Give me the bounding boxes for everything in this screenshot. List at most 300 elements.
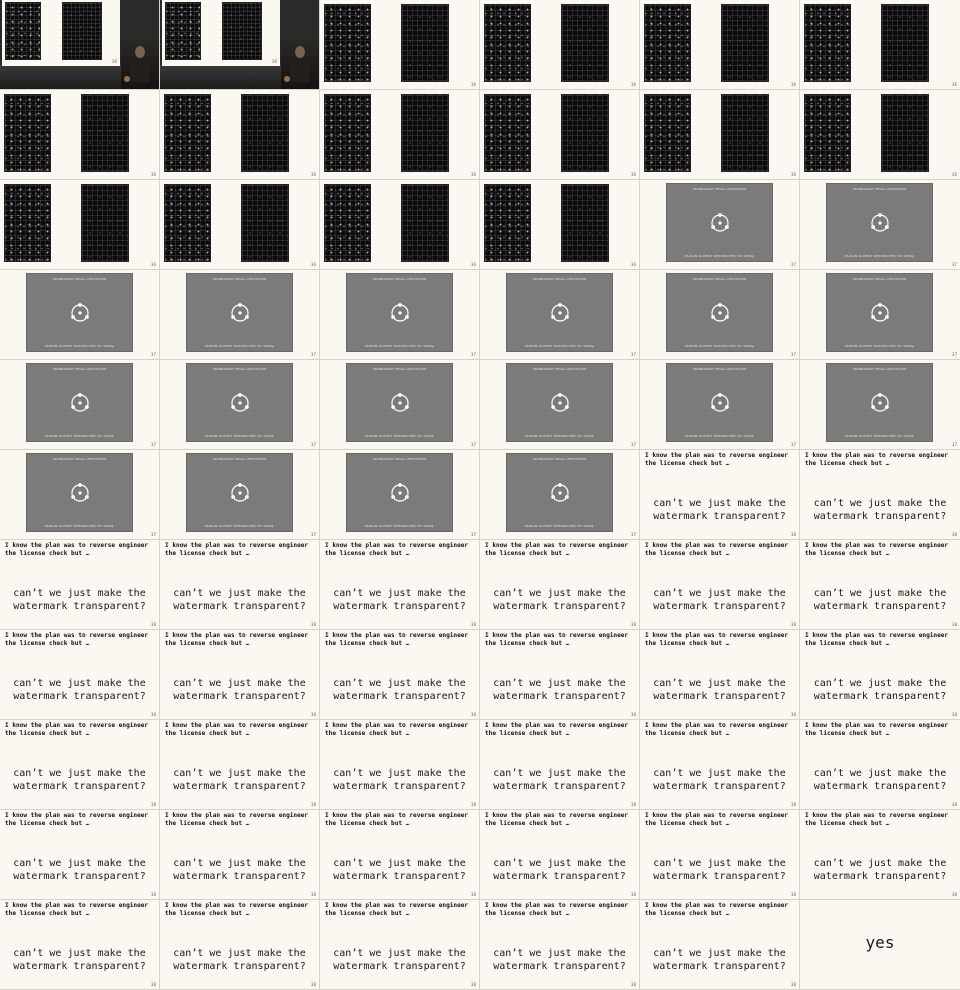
trial-title: SKINNADOR TRIAL LIMITATION: [852, 277, 907, 281]
trial-limitation-frame: [27, 364, 132, 441]
question-heading: I know the plan was to reverse engineer the license check but …: [805, 632, 949, 647]
trial-limitation-frame: [347, 454, 452, 531]
trial-footer: PLUGIN OUTPUT RESTRICTED TO 1080p: [524, 344, 595, 348]
slide-number: 36: [310, 262, 316, 267]
slide-thumbnail[interactable]: [320, 360, 480, 450]
plugin-logo-icon: [869, 212, 891, 234]
trial-limitation-frame: [27, 274, 132, 351]
trial-footer: PLUGIN OUTPUT RESTRICTED TO 1080p: [204, 524, 275, 528]
trial-title: SKINNADOR TRIAL LIMITATION: [372, 367, 427, 371]
slide-number: 37: [630, 352, 636, 357]
slide-thumbnail[interactable]: [320, 450, 480, 540]
trial-title: SKINNADOR TRIAL LIMITATION: [692, 277, 747, 281]
plugin-logo-icon: [229, 482, 251, 504]
slide-thumbnail[interactable]: [640, 90, 800, 180]
trial-title: SKINNADOR TRIAL LIMITATION: [692, 367, 747, 371]
slide-number: 37: [951, 442, 957, 447]
slide-number: 37: [790, 442, 796, 447]
slide-number: 38: [630, 622, 636, 627]
question-text: can’t we just make the watermark transparent?: [653, 948, 786, 972]
slide-number: 38: [951, 532, 957, 537]
trial-footer: PLUGIN OUTPUT RESTRICTED TO 1080p: [684, 434, 755, 438]
question-heading: I know the plan was to reverse engineer the license check but …: [645, 812, 789, 827]
glyph-grid-panel: [242, 95, 288, 171]
slide-thumbnail[interactable]: [0, 180, 160, 270]
question-text: can’t we just make the watermark transparent?: [13, 948, 146, 972]
question-text: can’t we just make the watermark transparent?: [813, 768, 947, 792]
slide-thumbnail[interactable]: [480, 720, 640, 810]
question-text: can’t we just make the watermark transparent?: [493, 948, 626, 972]
slide-number: 36: [470, 82, 476, 87]
plugin-logo-icon: [389, 392, 411, 414]
slide-thumbnail[interactable]: [0, 0, 160, 90]
slide-number: 38: [310, 982, 316, 987]
slide-number: 38: [630, 892, 636, 897]
slide-thumbnail[interactable]: [160, 900, 320, 990]
glyph-grid-panel: [645, 5, 690, 81]
slide-thumbnail[interactable]: [160, 0, 320, 90]
trial-title: SKINNADOR TRIAL LIMITATION: [852, 367, 907, 371]
question-heading: I know the plan was to reverse engineer the license check but …: [5, 812, 149, 827]
glyph-grid-panel: [562, 95, 608, 171]
trial-limitation-frame: [667, 274, 772, 351]
trial-limitation-frame: [827, 364, 932, 441]
question-heading: I know the plan was to reverse engineer the license check but …: [5, 722, 149, 737]
trial-limitation-frame: [827, 274, 932, 351]
question-text: can’t we just make the watermark transparent?: [333, 948, 466, 972]
slide-thumbnail[interactable]: [160, 180, 320, 270]
plugin-logo-icon: [869, 302, 891, 324]
slide-thumbnail[interactable]: [640, 720, 800, 810]
slide-thumbnail[interactable]: [640, 180, 800, 270]
slide-number: 38: [150, 622, 156, 627]
slide-number: 37: [310, 442, 316, 447]
slide-thumbnail[interactable]: [320, 810, 480, 900]
slide-thumbnail[interactable]: [640, 540, 800, 630]
slide-thumbnail[interactable]: [160, 810, 320, 900]
slide-thumbnail[interactable]: [480, 90, 640, 180]
slide-thumbnail[interactable]: [800, 360, 960, 450]
slide-number: 37: [630, 442, 636, 447]
glyph-grid-panel: [6, 3, 40, 59]
slide-number: 38: [630, 982, 636, 987]
slide-thumbnail[interactable]: [800, 450, 960, 540]
slide-thumbnail[interactable]: [480, 450, 640, 540]
slide-thumbnail[interactable]: [0, 270, 160, 360]
trial-footer: PLUGIN OUTPUT RESTRICTED TO 1080p: [44, 434, 115, 438]
question-heading: I know the plan was to reverse engineer the license check but …: [645, 722, 789, 737]
trial-title: SKINNADOR TRIAL LIMITATION: [52, 367, 107, 371]
slide-number: 38: [470, 622, 476, 627]
question-heading: I know the plan was to reverse engineer the license check but …: [645, 542, 789, 557]
trial-footer: PLUGIN OUTPUT RESTRICTED TO 1080p: [204, 434, 275, 438]
slide-number: 38: [470, 982, 476, 987]
trial-limitation-frame: [187, 364, 292, 441]
slide-thumbnail[interactable]: [0, 900, 160, 990]
trial-limitation-frame: [27, 454, 132, 531]
trial-title: SKINNADOR TRIAL LIMITATION: [532, 277, 587, 281]
glyph-grid-panel: [882, 95, 928, 171]
glyph-grid-panel: [722, 5, 768, 81]
question-text: can’t we just make the watermark transparent?: [653, 678, 786, 702]
slide-thumbnail[interactable]: [320, 630, 480, 720]
slide-thumbnail[interactable]: [800, 0, 960, 90]
slide-thumbnail[interactable]: [320, 900, 480, 990]
glyph-grid-panel: [63, 3, 101, 59]
trial-footer: PLUGIN OUTPUT RESTRICTED TO 1080p: [44, 344, 115, 348]
slide-number: 38: [951, 622, 957, 627]
question-heading: I know the plan was to reverse engineer the license check but …: [645, 902, 789, 917]
glyph-grid-panel: [325, 5, 370, 81]
question-text: can’t we just make the watermark transparent?: [813, 858, 947, 882]
plugin-logo-icon: [389, 302, 411, 324]
question-text: can’t we just make the watermark transparent?: [173, 768, 306, 792]
slide-number: 36: [271, 59, 277, 64]
slide-number: 38: [951, 712, 957, 717]
question-heading: I know the plan was to reverse engineer the license check but …: [325, 812, 469, 827]
glyph-grid-panel: [325, 95, 370, 171]
slide-number: 37: [310, 532, 316, 537]
question-text: can’t we just make the watermark transparent?: [653, 588, 786, 612]
slide-number: 38: [470, 892, 476, 897]
question-heading: I know the plan was to reverse engineer the license check but …: [805, 542, 949, 557]
question-heading: I know the plan was to reverse engineer the license check but …: [485, 812, 629, 827]
question-text: can’t we just make the watermark transparent?: [13, 858, 146, 882]
slide-number: 38: [150, 982, 156, 987]
plugin-logo-icon: [229, 302, 251, 324]
question-heading: I know the plan was to reverse engineer the license check but …: [645, 632, 789, 647]
trial-footer: PLUGIN OUTPUT RESTRICTED TO 1080p: [524, 524, 595, 528]
trial-footer: PLUGIN OUTPUT RESTRICTED TO 1080p: [684, 344, 755, 348]
speaker-video: [281, 36, 319, 90]
slide-number: 37: [630, 532, 636, 537]
trial-limitation-frame: [507, 454, 612, 531]
plugin-logo-icon: [69, 482, 91, 504]
question-text: can’t we just make the watermark transparent?: [813, 498, 947, 522]
slide-number: 37: [150, 352, 156, 357]
question-heading: I know the plan was to reverse engineer the license check but …: [805, 722, 949, 737]
glyph-grid-panel: [82, 185, 128, 261]
slide-number: 38: [790, 712, 796, 717]
slide-number: 37: [150, 532, 156, 537]
question-heading: I know the plan was to reverse engineer the license check but …: [325, 542, 469, 557]
question-text: can’t we just make the watermark transparent?: [173, 948, 306, 972]
slide-number: 37: [470, 532, 476, 537]
slide-thumbnail[interactable]: [800, 540, 960, 630]
trial-footer: PLUGIN OUTPUT RESTRICTED TO 1080p: [684, 254, 755, 258]
trial-title: SKINNADOR TRIAL LIMITATION: [212, 367, 267, 371]
glyph-grid-panel: [5, 95, 50, 171]
trial-footer: PLUGIN OUTPUT RESTRICTED TO 1080p: [844, 434, 915, 438]
slide-thumbnail[interactable]: [160, 270, 320, 360]
slide-number: 37: [951, 262, 957, 267]
glyph-grid-panel: [485, 5, 530, 81]
slide-number: 38: [630, 712, 636, 717]
question-heading: I know the plan was to reverse engineer the license check but …: [325, 722, 469, 737]
slide-number: 38: [470, 712, 476, 717]
slide-number: 38: [630, 802, 636, 807]
trial-title: SKINNADOR TRIAL LIMITATION: [52, 277, 107, 281]
question-text: can’t we just make the watermark transparent?: [813, 678, 947, 702]
trial-limitation-frame: [507, 364, 612, 441]
trial-footer: PLUGIN OUTPUT RESTRICTED TO 1080p: [524, 434, 595, 438]
slide-thumbnail[interactable]: [160, 360, 320, 450]
slide-number: 36: [951, 82, 957, 87]
slide-thumbnail[interactable]: [0, 90, 160, 180]
slide-number: 36: [111, 59, 117, 64]
plugin-logo-icon: [709, 392, 731, 414]
question-text: can’t we just make the watermark transparent?: [493, 768, 626, 792]
slide-thumbnail[interactable]: [320, 90, 480, 180]
slide-number: 36: [150, 172, 156, 177]
question-text: can’t we just make the watermark transparent?: [173, 858, 306, 882]
slide-thumbnail[interactable]: [160, 630, 320, 720]
slide-thumbnail[interactable]: [800, 180, 960, 270]
trial-title: SKINNADOR TRIAL LIMITATION: [532, 457, 587, 461]
trial-limitation-frame: [667, 364, 772, 441]
slide-thumbnail[interactable]: [0, 360, 160, 450]
trial-title: SKINNADOR TRIAL LIMITATION: [532, 367, 587, 371]
trial-title: SKINNADOR TRIAL LIMITATION: [212, 457, 267, 461]
slide-thumbnail[interactable]: [480, 900, 640, 990]
projected-slide: [162, 0, 280, 66]
projected-slide: [2, 0, 120, 66]
slide-number: 36: [630, 262, 636, 267]
question-text: can’t we just make the watermark transparent?: [173, 588, 306, 612]
question-heading: I know the plan was to reverse engineer the license check but …: [165, 542, 309, 557]
slide-thumbnail[interactable]: [480, 540, 640, 630]
slide-number: 37: [310, 352, 316, 357]
glyph-grid-panel: [325, 185, 370, 261]
trial-limitation-frame: [667, 184, 772, 261]
question-heading: I know the plan was to reverse engineer the license check but …: [5, 542, 149, 557]
slide-thumbnail[interactable]: [640, 450, 800, 540]
slide-thumbnail[interactable]: [800, 720, 960, 810]
glyph-grid-panel: [165, 95, 210, 171]
slide-number: 38: [150, 892, 156, 897]
slide-thumbnail[interactable]: [480, 630, 640, 720]
glyph-grid-panel: [165, 185, 210, 261]
slide-number: 38: [310, 892, 316, 897]
plugin-logo-icon: [549, 392, 571, 414]
slide-number: 36: [630, 82, 636, 87]
slide-number: 38: [790, 622, 796, 627]
question-text: can’t we just make the watermark transparent?: [493, 588, 626, 612]
trial-footer: PLUGIN OUTPUT RESTRICTED TO 1080p: [204, 344, 275, 348]
slide-thumbnail[interactable]: [480, 360, 640, 450]
slide-thumbnail[interactable]: [320, 720, 480, 810]
slide-thumbnail[interactable]: [320, 270, 480, 360]
slide-number: 38: [790, 532, 796, 537]
question-text: can’t we just make the watermark transparent?: [13, 678, 146, 702]
slide-number: 38: [150, 712, 156, 717]
slide-number: 37: [790, 352, 796, 357]
slide-thumbnail[interactable]: [160, 720, 320, 810]
glyph-grid-panel: [166, 3, 200, 59]
plugin-logo-icon: [69, 392, 91, 414]
question-text: can’t we just make the watermark transparent?: [333, 678, 466, 702]
question-heading: I know the plan was to reverse engineer the license check but …: [165, 632, 309, 647]
slide-number: 37: [470, 352, 476, 357]
slide-thumbnail[interactable]: [640, 810, 800, 900]
question-heading: I know the plan was to reverse engineer the license check but …: [165, 722, 309, 737]
slide-number: 38: [790, 892, 796, 897]
trial-title: SKINNADOR TRIAL LIMITATION: [852, 187, 907, 191]
slide-thumbnail[interactable]: [800, 630, 960, 720]
question-heading: I know the plan was to reverse engineer the license check but …: [645, 452, 789, 467]
answer-text: yes: [865, 933, 895, 952]
slide-number: 36: [150, 262, 156, 267]
slide-number: 37: [470, 442, 476, 447]
glyph-grid-panel: [805, 95, 850, 171]
plugin-logo-icon: [69, 302, 91, 324]
slide-number: 36: [790, 172, 796, 177]
question-heading: I know the plan was to reverse engineer the license check but …: [485, 902, 629, 917]
slide-thumbnail[interactable]: [480, 810, 640, 900]
trial-footer: PLUGIN OUTPUT RESTRICTED TO 1080p: [364, 524, 435, 528]
trial-title: SKINNADOR TRIAL LIMITATION: [372, 457, 427, 461]
plugin-logo-icon: [229, 392, 251, 414]
question-text: can’t we just make the watermark transparent?: [653, 858, 786, 882]
slide-thumbnail[interactable]: [320, 180, 480, 270]
slide-thumbnail[interactable]: [480, 270, 640, 360]
question-heading: I know the plan was to reverse engineer the license check but …: [165, 812, 309, 827]
plugin-logo-icon: [869, 392, 891, 414]
plugin-logo-icon: [549, 482, 571, 504]
trial-limitation-frame: [187, 274, 292, 351]
slide-thumbnail[interactable]: [800, 900, 960, 990]
trial-limitation-frame: [347, 364, 452, 441]
plugin-logo-icon: [709, 212, 731, 234]
slide-thumbnail[interactable]: [480, 0, 640, 90]
slide-thumbnail[interactable]: [0, 540, 160, 630]
slide-thumbnail[interactable]: [480, 180, 640, 270]
slide-thumbnail[interactable]: [0, 630, 160, 720]
slide-number: 36: [470, 262, 476, 267]
question-text: can’t we just make the watermark transparent?: [493, 678, 626, 702]
glyph-grid-panel: [805, 5, 850, 81]
glyph-grid-panel: [223, 3, 261, 59]
question-text: can’t we just make the watermark transparent?: [13, 588, 146, 612]
glyph-grid-panel: [402, 5, 448, 81]
slide-thumbnail[interactable]: [0, 810, 160, 900]
question-text: can’t we just make the watermark transparent?: [333, 858, 466, 882]
slide-number: 36: [951, 172, 957, 177]
question-text: can’t we just make the watermark transparent?: [493, 858, 626, 882]
slide-thumbnail[interactable]: [160, 540, 320, 630]
slide-thumbnail[interactable]: [0, 450, 160, 540]
question-text: can’t we just make the watermark transparent?: [13, 768, 146, 792]
trial-limitation-frame: [187, 454, 292, 531]
slide-number: 38: [790, 982, 796, 987]
question-heading: I know the plan was to reverse engineer the license check but …: [485, 542, 629, 557]
slide-number: 38: [470, 802, 476, 807]
trial-limitation-frame: [507, 274, 612, 351]
trial-limitation-frame: [347, 274, 452, 351]
slide-number: 36: [790, 82, 796, 87]
glyph-grid-panel: [722, 95, 768, 171]
question-text: can’t we just make the watermark transparent?: [333, 768, 466, 792]
slide-number: 37: [951, 352, 957, 357]
trial-title: SKINNADOR TRIAL LIMITATION: [692, 187, 747, 191]
slide-thumbnail[interactable]: [640, 630, 800, 720]
question-heading: I know the plan was to reverse engineer the license check but …: [325, 632, 469, 647]
slide-thumbnail[interactable]: [640, 360, 800, 450]
plugin-logo-icon: [709, 302, 731, 324]
slide-thumbnail[interactable]: [320, 0, 480, 90]
question-heading: I know the plan was to reverse engineer the license check but …: [165, 902, 309, 917]
glyph-grid-panel: [562, 5, 608, 81]
question-heading: I know the plan was to reverse engineer the license check but …: [5, 632, 149, 647]
slide-thumbnail[interactable]: [160, 450, 320, 540]
plugin-logo-icon: [549, 302, 571, 324]
glyph-grid-panel: [402, 95, 448, 171]
question-text: can’t we just make the watermark transparent?: [653, 768, 786, 792]
slide-thumbnail[interactable]: [800, 90, 960, 180]
trial-footer: PLUGIN OUTPUT RESTRICTED TO 1080p: [364, 344, 435, 348]
question-heading: I know the plan was to reverse engineer the license check but …: [805, 452, 949, 467]
glyph-grid-panel: [485, 185, 530, 261]
glyph-grid-panel: [645, 95, 690, 171]
slide-number: 38: [951, 802, 957, 807]
slide-number: 38: [150, 802, 156, 807]
trial-title: SKINNADOR TRIAL LIMITATION: [212, 277, 267, 281]
trial-footer: PLUGIN OUTPUT RESTRICTED TO 1080p: [364, 434, 435, 438]
slide-number: 36: [630, 172, 636, 177]
slide-thumbnail[interactable]: [640, 0, 800, 90]
slide-number: 36: [310, 172, 316, 177]
slide-thumbnail[interactable]: [640, 900, 800, 990]
question-text: can’t we just make the watermark transparent?: [333, 588, 466, 612]
question-heading: I know the plan was to reverse engineer the license check but …: [485, 722, 629, 737]
slide-thumbnail[interactable]: [800, 810, 960, 900]
question-text: can’t we just make the watermark transparent?: [173, 678, 306, 702]
question-text: can’t we just make the watermark transparent?: [813, 588, 947, 612]
glyph-grid-panel: [562, 185, 608, 261]
slide-number: 38: [951, 892, 957, 897]
slide-number: 38: [310, 802, 316, 807]
question-heading: I know the plan was to reverse engineer the license check but …: [5, 902, 149, 917]
slide-number: 38: [310, 622, 316, 627]
plugin-logo-icon: [389, 482, 411, 504]
glyph-grid-panel: [242, 185, 288, 261]
slide-thumbnail[interactable]: [0, 720, 160, 810]
question-heading: I know the plan was to reverse engineer the license check but …: [325, 902, 469, 917]
glyph-grid-panel: [402, 185, 448, 261]
glyph-grid-panel: [5, 185, 50, 261]
question-heading: I know the plan was to reverse engineer the license check but …: [485, 632, 629, 647]
slide-number: 37: [150, 442, 156, 447]
slide-thumbnail[interactable]: [320, 540, 480, 630]
slide-thumbnail[interactable]: [800, 270, 960, 360]
trial-footer: PLUGIN OUTPUT RESTRICTED TO 1080p: [44, 524, 115, 528]
glyph-grid-panel: [82, 95, 128, 171]
slide-number: 38: [790, 802, 796, 807]
trial-title: SKINNADOR TRIAL LIMITATION: [52, 457, 107, 461]
trial-title: SKINNADOR TRIAL LIMITATION: [372, 277, 427, 281]
slide-number: 37: [790, 262, 796, 267]
trial-footer: PLUGIN OUTPUT RESTRICTED TO 1080p: [844, 344, 915, 348]
trial-footer: PLUGIN OUTPUT RESTRICTED TO 1080p: [844, 254, 915, 258]
slide-thumbnail[interactable]: [640, 270, 800, 360]
question-heading: I know the plan was to reverse engineer the license check but …: [805, 812, 949, 827]
slide-thumbnail[interactable]: [160, 90, 320, 180]
question-text: can’t we just make the watermark transparent?: [653, 498, 786, 522]
speaker-video: [121, 36, 159, 90]
trial-limitation-frame: [827, 184, 932, 261]
glyph-grid-panel: [882, 5, 928, 81]
glyph-grid-panel: [485, 95, 530, 171]
